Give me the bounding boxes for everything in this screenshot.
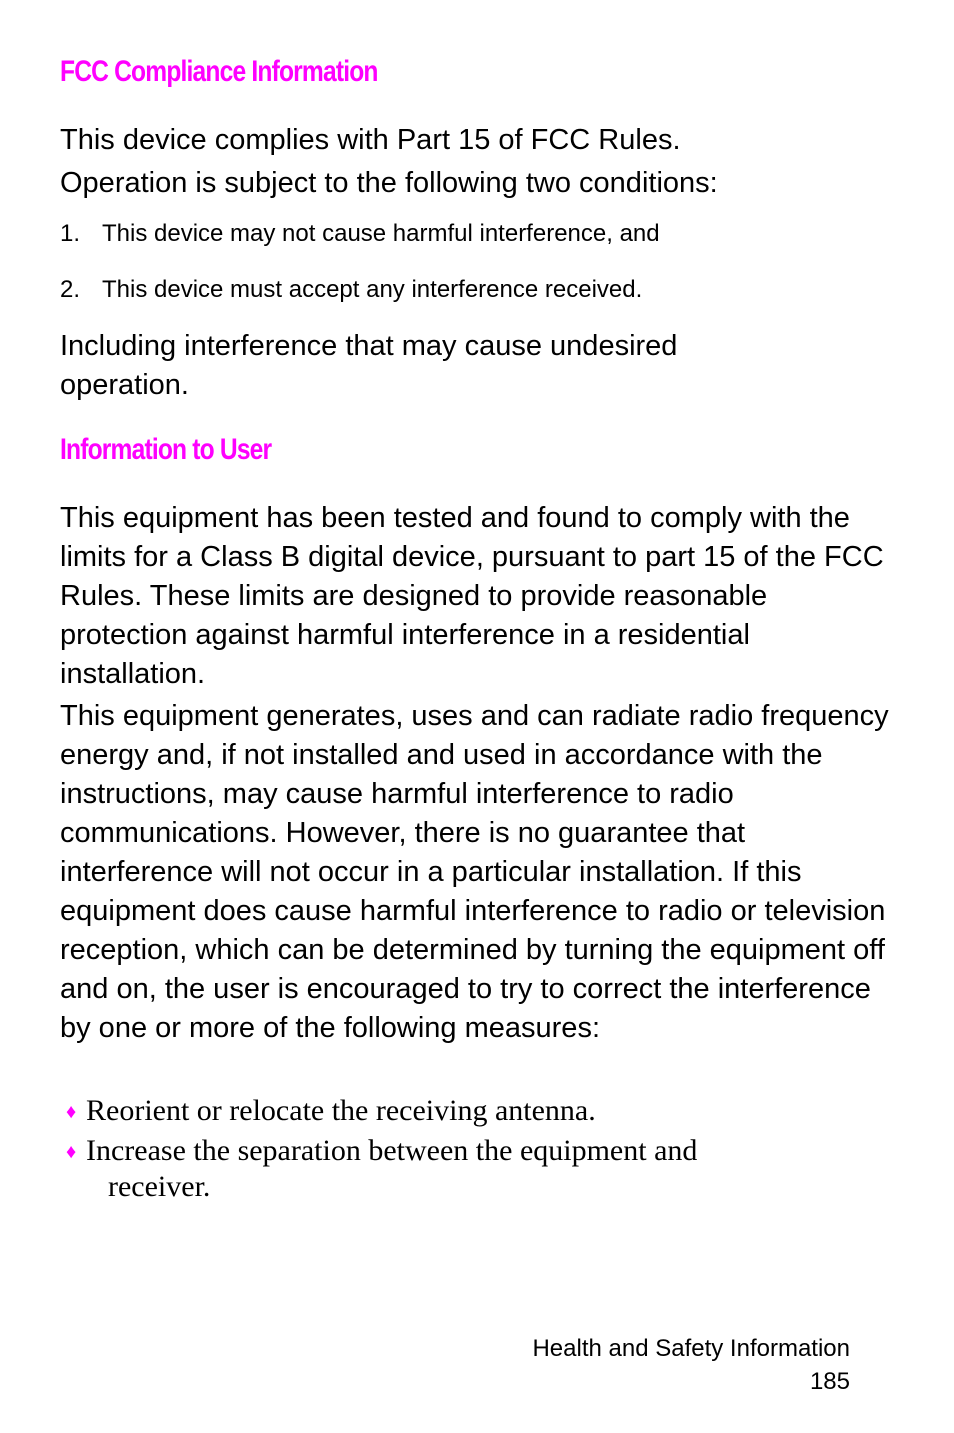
condition-text: This device must accept any interference received. (102, 276, 643, 303)
condition-number: 1. (60, 220, 81, 247)
intro-line-2: Operation is subject to the following two conditions: (60, 167, 718, 199)
measure-text: Reorient or relocate the receiving antenna. (86, 1094, 596, 1127)
condition-item-1 (60, 219, 660, 249)
diamond-bullet-icon: ♦ (66, 1101, 77, 1123)
measure-text-continued: receiver. (108, 1170, 211, 1203)
condition-number: 2. (60, 276, 81, 303)
condition-text: This device may not cause harmful interference, and (102, 220, 660, 247)
paragraph-interference-measures: This equipment generates, uses and can radiate radio frequency energy and, if not installed and used in accordance with the instructions, may cause harmful interference to radio communications. However, there is no guarantee that interference will not occur in a particular installation. If this equipment does cause harmful interference to radio or television reception, which can be determined by turning the equipment off and on, the user is encouraged to try to correct the interference by one or more of the following measures: (60, 700, 889, 1044)
page-footer (532, 1332, 850, 1398)
diamond-bullet-icon: ♦ (66, 1141, 77, 1163)
condition-item-2 (60, 275, 642, 305)
measure-item-2 (66, 1133, 866, 1205)
information-to-user-heading: Information to User (60, 433, 272, 466)
page-number: 185 (809, 1368, 850, 1395)
measure-text: Increase the separation between the equipment and (86, 1134, 698, 1167)
fcc-compliance-heading: FCC Compliance Information (60, 55, 378, 88)
footer-section-title: Health and Safety Information (532, 1335, 850, 1362)
paragraph-class-b-limits: This equipment has been tested and found to comply with the limits for a Class B digital device, pursuant to part 15 of the FCC Rules. These limits are designed to provide reasonable protection against harmful interference in a residential installation. (60, 502, 884, 690)
conditions-closing-text: Including interference that may cause undesired operation. (60, 330, 678, 401)
measure-item-1 (66, 1093, 866, 1129)
intro-line-1: This device complies with Part 15 of FCC Rules. (60, 124, 681, 156)
